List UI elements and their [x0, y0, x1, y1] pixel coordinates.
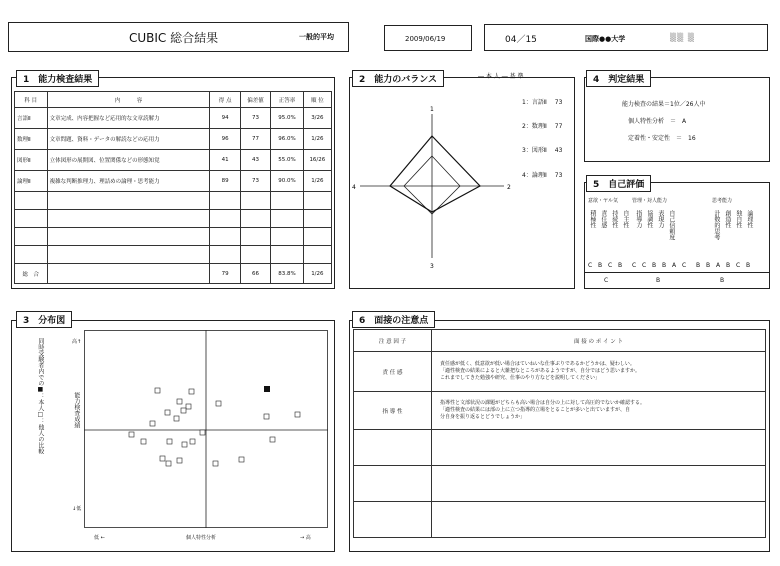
- cell-total-rate: 83.8%: [271, 264, 304, 284]
- interview-table: [353, 329, 766, 538]
- cell-deviation: 73: [240, 171, 270, 192]
- section1-label: 1 能力検査結果: [16, 70, 99, 87]
- table-row-empty: [354, 430, 766, 466]
- cell-deviation: 77: [240, 129, 270, 150]
- cell-content: 文章問題、資料・データの解読などの応用力: [47, 129, 210, 150]
- other-candidate-point: [177, 399, 182, 404]
- other-candidate-point: [239, 457, 244, 462]
- col-header: 注 意 因 子: [354, 330, 432, 352]
- self-eval-column: 協調性: [645, 210, 653, 228]
- table-row: [354, 352, 766, 392]
- grade: C: [736, 262, 741, 269]
- cell-point: 分自身を振り返るとどうでしょうか」: [440, 414, 526, 420]
- table-row-empty: [354, 466, 766, 502]
- page-title: CUBIC 総合結果: [129, 31, 219, 45]
- cell-rank: 16/26: [303, 150, 331, 171]
- cell-factor: 指 導 性: [354, 392, 432, 430]
- self-eval-column: 論理性: [745, 210, 753, 228]
- other-candidate-point: [160, 456, 165, 461]
- other-candidate-point: [141, 439, 146, 444]
- table-row: [354, 392, 766, 430]
- radar-axis-label-2: 2: [507, 184, 511, 191]
- cell-point: これまでしてきた勉強や研究、仕事のやり方などを説明してください」: [440, 375, 601, 381]
- radar-axis-label-4: 4: [352, 184, 356, 191]
- col-header: 得 点: [210, 92, 240, 108]
- balance-radar-chart: [352, 96, 517, 276]
- grade: B: [746, 262, 751, 269]
- col-header: 偏差値: [240, 92, 270, 108]
- table-row: [15, 129, 332, 150]
- self-eval-column: 指導力: [634, 210, 642, 228]
- cell-score: 89: [210, 171, 240, 192]
- other-candidate-point: [129, 432, 134, 437]
- cell-rank: 1/26: [303, 171, 331, 192]
- cell-rate: 90.0%: [271, 171, 304, 192]
- date-box: [384, 25, 472, 51]
- balance-value-label: 3：図形Ⅱ: [522, 147, 547, 154]
- x-axis-high: → 高: [300, 535, 311, 541]
- grade: A: [672, 262, 677, 269]
- col-header: 科 目: [15, 92, 48, 108]
- other-candidate-point: [174, 416, 179, 421]
- ability-table: [14, 91, 332, 284]
- grade: B: [618, 262, 623, 269]
- balance-value: 43: [554, 147, 563, 154]
- other-candidate-point: [213, 461, 218, 466]
- candidate-name: ▒▒ ▒: [670, 33, 695, 42]
- report-date: 2009/06/19: [405, 35, 446, 43]
- self-eval-column: 独自性: [734, 210, 742, 228]
- distribution-scatter: [84, 330, 328, 528]
- table-row-total: [15, 264, 332, 284]
- other-candidate-point: [166, 461, 171, 466]
- x-axis-title: 個人特性分析: [186, 535, 217, 541]
- cell-rank: 1/26: [303, 129, 331, 150]
- section4-label: 4 判定結果: [586, 70, 651, 87]
- table-row-empty: [15, 210, 332, 228]
- other-candidate-point: [295, 412, 300, 417]
- other-candidate-point: [264, 414, 269, 419]
- other-candidate-point: [182, 442, 187, 447]
- cell-point: 責任感が低く、低意欲が低い場合はていねいな仕事ぶりであるかどうかは、疑わしい。: [440, 361, 635, 367]
- cell-subject: 言語Ⅱ: [15, 108, 48, 129]
- candidate-box: [484, 24, 768, 51]
- page-subtitle: 一般的平均: [299, 33, 334, 41]
- self-eval-column: 表現力: [656, 210, 664, 228]
- col-header: 順 位: [303, 92, 331, 108]
- table-row: [15, 108, 332, 129]
- cell-score: 41: [210, 150, 240, 171]
- table-row: [15, 150, 332, 171]
- cell-rate: 96.0%: [271, 129, 304, 150]
- other-candidate-point: [200, 430, 205, 435]
- balance-value-label: 2：数理Ⅱ: [522, 123, 547, 130]
- balance-value: 73: [554, 99, 563, 106]
- title-box: [8, 22, 349, 52]
- cell-deviation: 43: [240, 150, 270, 171]
- table-row-empty: [15, 246, 332, 264]
- cell-total-label: 総 合: [15, 264, 48, 284]
- other-candidate-point: [216, 401, 221, 406]
- balance-value: 77: [554, 123, 563, 130]
- cell-total-rank: 1/26: [303, 264, 331, 284]
- cell-total-score: 79: [210, 264, 240, 284]
- x-axis-low: 低 ←: [94, 535, 105, 541]
- judgement-line-3: 定着性・安定性 ＝ 16: [628, 135, 696, 142]
- other-candidate-point: [177, 458, 182, 463]
- self-eval-column: 自己信頼度: [667, 210, 675, 240]
- self-eval-category-2: 管理・対人能力: [632, 198, 668, 204]
- balance-value: 73: [554, 172, 563, 179]
- cell-content: 複雑な判断推理力、理詰めの論理・思考能力: [47, 171, 210, 192]
- table-row-empty: [15, 228, 332, 246]
- grade: B: [652, 262, 657, 269]
- section5-label: 5 自己評価: [586, 175, 651, 192]
- cell-point: 指導性と文部状況の課題がどちらも高い場合は自分の上に対して高圧的でないか確認する。: [440, 400, 646, 406]
- cell-point: 「適性検査の結果によると大雑把なところがあるようですが、自分ではどう思いますか。: [440, 368, 641, 374]
- table-row-empty: [15, 192, 332, 210]
- balance-value-label: 4：論理Ⅱ: [522, 172, 547, 179]
- radar-polygon-self: [390, 136, 480, 212]
- other-candidate-point: [165, 410, 170, 415]
- self-eval-column: 自主性: [621, 210, 629, 228]
- self-eval-column: 責任感: [599, 210, 607, 228]
- judgement-line-2: 個人特性分析 ＝ A: [628, 118, 687, 125]
- other-candidate-point: [190, 439, 195, 444]
- section6-label: 6 面接の注意点: [352, 311, 435, 328]
- table-row: [15, 171, 332, 192]
- cell-content: 文章完成、内容把握など応用的な文章読解力: [47, 108, 210, 129]
- cell-rate: 55.0%: [271, 150, 304, 171]
- cell-subject: 図形Ⅱ: [15, 150, 48, 171]
- cell-rank: 3/26: [303, 108, 331, 129]
- cell-factor: 責 任 感: [354, 352, 432, 392]
- cell-subject: 論理Ⅱ: [15, 171, 48, 192]
- col-header: 内 容: [47, 92, 210, 108]
- other-candidate-point: [270, 437, 275, 442]
- grade: C: [588, 262, 593, 269]
- grade: B: [726, 262, 731, 269]
- grade: B: [706, 262, 711, 269]
- radar-axis-label-3: 3: [430, 263, 434, 270]
- self-eval-divider: [584, 272, 770, 273]
- self-eval-category-3: 思考能力: [712, 198, 733, 204]
- other-candidate-point: [186, 404, 191, 409]
- scatter-points: [129, 388, 300, 466]
- cell-rate: 95.0%: [271, 108, 304, 129]
- y-axis-title: 能力検査成績: [72, 392, 80, 428]
- cell-score: 94: [210, 108, 240, 129]
- self-eval-summary: B: [656, 277, 661, 284]
- col-header: 面 接 の ポ イ ン ト: [432, 330, 766, 352]
- self-eval-column: 創造性: [723, 210, 731, 228]
- other-candidate-point: [189, 389, 194, 394]
- self-eval-column: 積極性: [588, 210, 596, 228]
- self-eval-summary: C: [604, 277, 609, 284]
- cell-score: 96: [210, 129, 240, 150]
- other-candidate-point: [155, 388, 160, 393]
- cell-point: 「適性検査の結果には部の上に立つ指導的立場をとることが多いと出ていますが、自: [440, 407, 631, 413]
- self-point: [264, 386, 270, 392]
- distribution-caption: 同時受験者内での■：本人□：他人の比較: [36, 338, 44, 454]
- cell-deviation: 73: [240, 108, 270, 129]
- other-candidate-point: [150, 421, 155, 426]
- cell-total-deviation: 66: [240, 264, 270, 284]
- grade: C: [682, 262, 687, 269]
- self-eval-column: 計数的思考: [712, 210, 720, 240]
- grade: C: [608, 262, 613, 269]
- col-header: 正答率: [271, 92, 304, 108]
- candidate-university: 国際●●大学: [585, 35, 626, 43]
- y-axis-high: 高↑: [72, 339, 82, 345]
- y-axis-low: ↓低: [72, 506, 82, 512]
- other-candidate-point: [167, 439, 172, 444]
- balance-value-label: 1：言語Ⅱ: [522, 99, 547, 106]
- grade: B: [696, 262, 701, 269]
- table-row-empty: [354, 502, 766, 538]
- cell-subject: 数理Ⅱ: [15, 129, 48, 150]
- self-eval-summary: B: [720, 277, 725, 284]
- section3-label: 3 分布図: [16, 311, 72, 328]
- grade: B: [598, 262, 603, 269]
- radar-axis-label-1: 1: [430, 106, 434, 113]
- other-candidate-point: [181, 408, 186, 413]
- cell-content: 立体図形の展開図、位置関係などの形態知覚: [47, 150, 210, 171]
- grade: C: [642, 262, 647, 269]
- self-eval-category-1: 意欲・ヤル気: [588, 198, 618, 204]
- section2-label: 2 能力のバランス: [352, 70, 444, 87]
- candidate-id: 04／15: [505, 35, 537, 45]
- self-eval-column: 持続性: [610, 210, 618, 228]
- grade: B: [662, 262, 667, 269]
- grade: A: [716, 262, 721, 269]
- grade: C: [632, 262, 637, 269]
- balance-legend: ― 本 人 ― 基 準: [478, 73, 524, 80]
- judgement-line-1: 能力検査の結果＝1位／26人中: [622, 101, 706, 108]
- self-eval-columns: [588, 210, 768, 255]
